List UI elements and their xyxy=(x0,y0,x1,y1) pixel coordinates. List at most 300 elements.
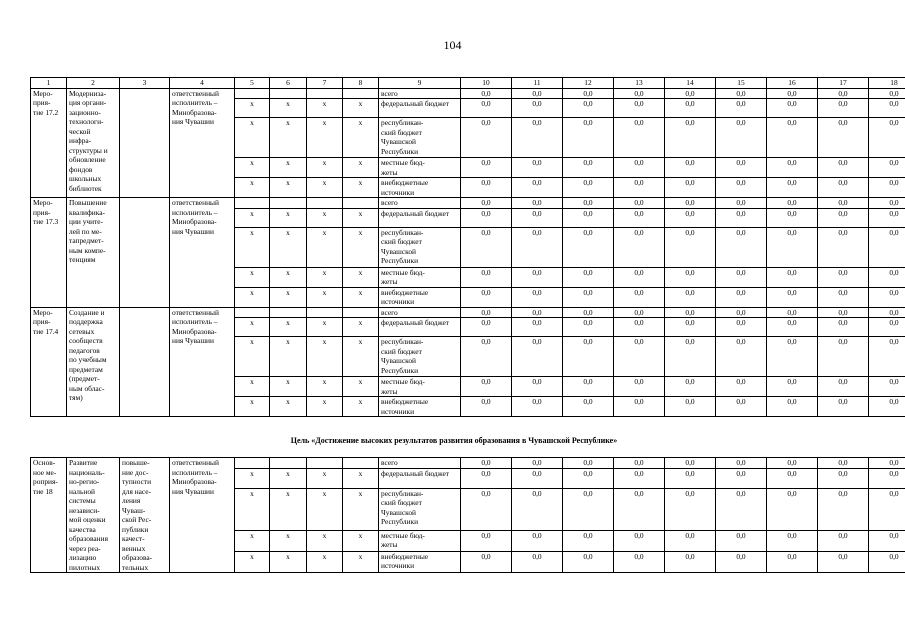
code-cell: x xyxy=(343,469,379,489)
code-cell: x xyxy=(235,530,270,551)
amount-cell: 0,0 xyxy=(716,307,767,318)
column-number: 2 xyxy=(67,78,120,89)
amount-cell: 0,0 xyxy=(563,118,614,158)
amount-cell: 0,0 xyxy=(869,88,905,99)
amount-cell: 0,0 xyxy=(869,397,905,417)
amount-cell: 0,0 xyxy=(767,88,818,99)
amount-cell: 0,0 xyxy=(716,458,767,469)
amount-cell: 0,0 xyxy=(869,307,905,318)
amount-cell: 0,0 xyxy=(461,397,512,417)
amount-cell: 0,0 xyxy=(614,469,665,489)
code-cell: x xyxy=(307,287,343,307)
code-cell: x xyxy=(270,208,307,227)
amount-cell: 0,0 xyxy=(767,307,818,318)
code-cell: x xyxy=(307,337,343,377)
amount-cell: 0,0 xyxy=(665,337,716,377)
funding-source-label: федеральный бюджет xyxy=(379,99,461,118)
amount-cell: 0,0 xyxy=(665,198,716,209)
amount-cell: 0,0 xyxy=(614,530,665,551)
amount-cell: 0,0 xyxy=(665,118,716,158)
code-cell: x xyxy=(307,99,343,118)
amount-cell: 0,0 xyxy=(665,377,716,397)
code-cell: x xyxy=(343,287,379,307)
column-number: 11 xyxy=(512,78,563,89)
amount-cell: 0,0 xyxy=(665,208,716,227)
amount-cell: 0,0 xyxy=(869,99,905,118)
amount-cell: 0,0 xyxy=(512,377,563,397)
activity-2-code: Меро- прия- тие 17.3 xyxy=(31,198,67,308)
code-cell: x xyxy=(343,530,379,551)
code-cell: x xyxy=(307,267,343,287)
code-cell: x xyxy=(235,99,270,118)
amount-cell: 0,0 xyxy=(767,488,818,530)
funding-source-label: внебюджетные источники xyxy=(379,397,461,417)
amount-cell: 0,0 xyxy=(512,267,563,287)
amount-cell: 0,0 xyxy=(563,208,614,227)
amount-cell: 0,0 xyxy=(665,397,716,417)
code-cell: x xyxy=(270,99,307,118)
column-number: 7 xyxy=(307,78,343,89)
amount-cell: 0,0 xyxy=(767,227,818,267)
amount-cell: 0,0 xyxy=(614,227,665,267)
amount-cell: 0,0 xyxy=(767,208,818,227)
amount-cell: 0,0 xyxy=(869,227,905,267)
column-number: 6 xyxy=(270,78,307,89)
amount-cell: 0,0 xyxy=(614,551,665,572)
amount-cell: 0,0 xyxy=(818,118,869,158)
amount-cell: 0,0 xyxy=(716,337,767,377)
amount-cell: 0,0 xyxy=(869,208,905,227)
code-cell: x xyxy=(307,178,343,198)
amount-cell: 0,0 xyxy=(818,337,869,377)
amount-cell: 0,0 xyxy=(716,551,767,572)
amount-cell: 0,0 xyxy=(767,458,818,469)
main-activity-executor: ответственный исполнитель – Минобразова- ния Чувашии xyxy=(170,458,235,573)
code-cell: x xyxy=(270,158,307,178)
amount-cell: 0,0 xyxy=(512,88,563,99)
amount-cell: 0,0 xyxy=(869,178,905,198)
amount-cell: 0,0 xyxy=(869,337,905,377)
amount-cell: 0,0 xyxy=(512,551,563,572)
amount-cell: 0,0 xyxy=(665,88,716,99)
amount-cell: 0,0 xyxy=(818,318,869,337)
amount-cell: 0,0 xyxy=(869,118,905,158)
code-cell xyxy=(343,307,379,318)
amount-cell: 0,0 xyxy=(716,287,767,307)
amount-cell: 0,0 xyxy=(461,227,512,267)
amount-cell: 0,0 xyxy=(512,318,563,337)
code-cell: x xyxy=(270,488,307,530)
code-cell: x xyxy=(235,469,270,489)
amount-cell: 0,0 xyxy=(614,118,665,158)
amount-cell: 0,0 xyxy=(614,337,665,377)
funding-source-label: республикан- ский бюджет Чувашской Республики xyxy=(379,227,461,267)
code-cell: x xyxy=(270,267,307,287)
amount-cell: 0,0 xyxy=(563,551,614,572)
amount-cell: 0,0 xyxy=(614,178,665,198)
amount-cell: 0,0 xyxy=(767,377,818,397)
code-cell: x xyxy=(343,488,379,530)
code-cell: x xyxy=(235,551,270,572)
activity-1-code: Меро- прия- тие 17.2 xyxy=(31,88,67,198)
amount-cell: 0,0 xyxy=(716,99,767,118)
code-cell: x xyxy=(270,469,307,489)
code-cell: x xyxy=(270,397,307,417)
amount-cell: 0,0 xyxy=(563,287,614,307)
amount-cell: 0,0 xyxy=(614,99,665,118)
column-number: 3 xyxy=(120,78,170,89)
code-cell: x xyxy=(343,267,379,287)
amount-cell: 0,0 xyxy=(614,267,665,287)
amount-cell: 0,0 xyxy=(818,267,869,287)
funding-source-label: федеральный бюджет xyxy=(379,318,461,337)
funding-source-label: местные бюд- жеты xyxy=(379,267,461,287)
funding-source-label: внебюджетные источники xyxy=(379,287,461,307)
budget-table-activity-18 xyxy=(30,457,905,573)
amount-cell: 0,0 xyxy=(665,158,716,178)
code-cell: x xyxy=(307,551,343,572)
funding-source-label: местные бюд- жеты xyxy=(379,530,461,551)
amount-cell: 0,0 xyxy=(665,318,716,337)
amount-cell: 0,0 xyxy=(767,397,818,417)
table-row xyxy=(31,458,905,469)
amount-cell: 0,0 xyxy=(665,488,716,530)
amount-cell: 0,0 xyxy=(869,287,905,307)
code-cell xyxy=(270,198,307,209)
amount-cell: 0,0 xyxy=(512,227,563,267)
amount-cell: 0,0 xyxy=(869,267,905,287)
funding-source-label: всего xyxy=(379,198,461,209)
amount-cell: 0,0 xyxy=(563,158,614,178)
activity-2-goal xyxy=(120,198,170,308)
amount-cell: 0,0 xyxy=(716,118,767,158)
code-cell: x xyxy=(235,318,270,337)
main-activity-code: Основ- ное ме- роприя- тие 18 xyxy=(31,458,67,573)
amount-cell: 0,0 xyxy=(767,530,818,551)
amount-cell: 0,0 xyxy=(665,530,716,551)
activity-1-executor: ответственный исполнитель – Минобразова- ния Чувашии xyxy=(170,88,235,198)
amount-cell: 0,0 xyxy=(869,488,905,530)
amount-cell: 0,0 xyxy=(716,267,767,287)
amount-cell: 0,0 xyxy=(563,227,614,267)
funding-source-label: местные бюд- жеты xyxy=(379,377,461,397)
code-cell: x xyxy=(307,397,343,417)
amount-cell: 0,0 xyxy=(461,469,512,489)
code-cell: x xyxy=(270,337,307,377)
amount-cell: 0,0 xyxy=(461,458,512,469)
amount-cell: 0,0 xyxy=(512,469,563,489)
main-activity-name: Развитие националь- но-регио- нальной системы независи- мой оценки качества образования через реа- лизацию пилотных xyxy=(67,458,120,573)
amount-cell: 0,0 xyxy=(461,118,512,158)
amount-cell: 0,0 xyxy=(461,377,512,397)
column-number: 17 xyxy=(818,78,869,89)
amount-cell: 0,0 xyxy=(665,458,716,469)
code-cell xyxy=(235,458,270,469)
amount-cell: 0,0 xyxy=(818,530,869,551)
main-activity-goal: повыше- ние дос- тупности для насе- ления Чуваш- ской Рес- публики качест- венных образова- тельных xyxy=(120,458,170,573)
funding-source-label: республикан- ский бюджет Чувашской Республики xyxy=(379,488,461,530)
amount-cell: 0,0 xyxy=(614,458,665,469)
amount-cell: 0,0 xyxy=(818,208,869,227)
code-cell xyxy=(235,307,270,318)
amount-cell: 0,0 xyxy=(869,458,905,469)
amount-cell: 0,0 xyxy=(512,287,563,307)
amount-cell: 0,0 xyxy=(614,287,665,307)
amount-cell: 0,0 xyxy=(767,178,818,198)
code-cell: x xyxy=(307,118,343,158)
amount-cell: 0,0 xyxy=(461,307,512,318)
code-cell: x xyxy=(235,337,270,377)
table-row xyxy=(31,88,905,99)
code-cell: x xyxy=(235,488,270,530)
code-cell xyxy=(343,88,379,99)
amount-cell: 0,0 xyxy=(665,227,716,267)
amount-cell: 0,0 xyxy=(818,307,869,318)
code-cell: x xyxy=(307,488,343,530)
amount-cell: 0,0 xyxy=(461,551,512,572)
code-cell: x xyxy=(343,551,379,572)
code-cell xyxy=(235,88,270,99)
code-cell: x xyxy=(343,158,379,178)
code-cell: x xyxy=(235,178,270,198)
amount-cell: 0,0 xyxy=(716,88,767,99)
activity-3-code: Меро- прия- тие 17.4 xyxy=(31,307,67,417)
amount-cell: 0,0 xyxy=(563,267,614,287)
amount-cell: 0,0 xyxy=(665,307,716,318)
code-cell xyxy=(307,198,343,209)
amount-cell: 0,0 xyxy=(563,318,614,337)
amount-cell: 0,0 xyxy=(716,227,767,267)
amount-cell: 0,0 xyxy=(614,158,665,178)
amount-cell: 0,0 xyxy=(512,198,563,209)
code-cell: x xyxy=(235,267,270,287)
amount-cell: 0,0 xyxy=(512,118,563,158)
amount-cell: 0,0 xyxy=(461,287,512,307)
activity-2-executor: ответственный исполнитель – Минобразова- ния Чувашии xyxy=(170,198,235,308)
activity-3-goal xyxy=(120,307,170,417)
code-cell: x xyxy=(307,318,343,337)
code-cell: x xyxy=(343,208,379,227)
amount-cell: 0,0 xyxy=(716,397,767,417)
amount-cell: 0,0 xyxy=(512,530,563,551)
code-cell xyxy=(307,307,343,318)
amount-cell: 0,0 xyxy=(563,458,614,469)
amount-cell: 0,0 xyxy=(563,178,614,198)
amount-cell: 0,0 xyxy=(869,158,905,178)
code-cell: x xyxy=(307,469,343,489)
amount-cell: 0,0 xyxy=(614,208,665,227)
code-cell xyxy=(270,458,307,469)
amount-cell: 0,0 xyxy=(512,178,563,198)
code-cell: x xyxy=(270,318,307,337)
code-cell: x xyxy=(235,208,270,227)
amount-cell: 0,0 xyxy=(818,158,869,178)
amount-cell: 0,0 xyxy=(716,198,767,209)
amount-cell: 0,0 xyxy=(869,318,905,337)
amount-cell: 0,0 xyxy=(563,488,614,530)
amount-cell: 0,0 xyxy=(614,488,665,530)
activity-3-name: Создание и поддержка сетевых сообществ педагогов по учебным предметам (предмет- ным облас- тям) xyxy=(67,307,120,417)
amount-cell: 0,0 xyxy=(665,99,716,118)
amount-cell: 0,0 xyxy=(716,158,767,178)
code-cell xyxy=(270,88,307,99)
code-cell xyxy=(307,458,343,469)
code-cell: x xyxy=(235,118,270,158)
code-cell: x xyxy=(307,208,343,227)
code-cell: x xyxy=(235,158,270,178)
amount-cell: 0,0 xyxy=(818,227,869,267)
amount-cell: 0,0 xyxy=(869,469,905,489)
amount-cell: 0,0 xyxy=(461,337,512,377)
amount-cell: 0,0 xyxy=(614,318,665,337)
amount-cell: 0,0 xyxy=(614,377,665,397)
code-cell: x xyxy=(270,118,307,158)
column-number: 1 xyxy=(31,78,67,89)
code-cell xyxy=(343,198,379,209)
code-cell: x xyxy=(270,287,307,307)
column-number: 5 xyxy=(235,78,270,89)
amount-cell: 0,0 xyxy=(512,158,563,178)
amount-cell: 0,0 xyxy=(818,88,869,99)
amount-cell: 0,0 xyxy=(767,158,818,178)
amount-cell: 0,0 xyxy=(767,99,818,118)
code-cell: x xyxy=(307,377,343,397)
amount-cell: 0,0 xyxy=(665,287,716,307)
funding-source-label: всего xyxy=(379,307,461,318)
column-number: 13 xyxy=(614,78,665,89)
amount-cell: 0,0 xyxy=(461,318,512,337)
amount-cell: 0,0 xyxy=(767,337,818,377)
code-cell: x xyxy=(235,397,270,417)
amount-cell: 0,0 xyxy=(716,318,767,337)
code-cell xyxy=(343,458,379,469)
funding-source-label: всего xyxy=(379,458,461,469)
column-number-row xyxy=(31,78,905,89)
amount-cell: 0,0 xyxy=(818,458,869,469)
funding-source-label: внебюджетные источники xyxy=(379,551,461,572)
amount-cell: 0,0 xyxy=(563,377,614,397)
amount-cell: 0,0 xyxy=(716,377,767,397)
amount-cell: 0,0 xyxy=(461,208,512,227)
funding-source-label: республикан- ский бюджет Чувашской Республики xyxy=(379,118,461,158)
activity-1-name: Модерниза- ция органи- зационно- технологи- ческой инфра- структуры и обновление фондов школьных библиотек xyxy=(67,88,120,198)
column-number: 9 xyxy=(379,78,461,89)
column-number: 15 xyxy=(716,78,767,89)
amount-cell: 0,0 xyxy=(767,118,818,158)
code-cell: x xyxy=(343,337,379,377)
code-cell: x xyxy=(343,178,379,198)
column-number: 12 xyxy=(563,78,614,89)
column-number: 8 xyxy=(343,78,379,89)
amount-cell: 0,0 xyxy=(818,99,869,118)
amount-cell: 0,0 xyxy=(461,198,512,209)
amount-cell: 0,0 xyxy=(614,198,665,209)
amount-cell: 0,0 xyxy=(665,469,716,489)
amount-cell: 0,0 xyxy=(563,198,614,209)
code-cell xyxy=(270,307,307,318)
amount-cell: 0,0 xyxy=(665,178,716,198)
code-cell: x xyxy=(235,227,270,267)
budget-table-activities-17 xyxy=(30,77,905,417)
amount-cell: 0,0 xyxy=(461,88,512,99)
amount-cell: 0,0 xyxy=(461,267,512,287)
page-number: 104 xyxy=(443,38,462,52)
code-cell: x xyxy=(343,318,379,337)
funding-source-label: федеральный бюджет xyxy=(379,208,461,227)
amount-cell: 0,0 xyxy=(461,488,512,530)
amount-cell: 0,0 xyxy=(563,307,614,318)
amount-cell: 0,0 xyxy=(563,88,614,99)
column-number: 18 xyxy=(869,78,905,89)
code-cell: x xyxy=(343,397,379,417)
amount-cell: 0,0 xyxy=(818,469,869,489)
column-number: 10 xyxy=(461,78,512,89)
funding-source-label: местные бюд- жеты xyxy=(379,158,461,178)
column-number: 14 xyxy=(665,78,716,89)
funding-source-label: внебюджетные источники xyxy=(379,178,461,198)
amount-cell: 0,0 xyxy=(665,551,716,572)
code-cell: x xyxy=(270,178,307,198)
table-row xyxy=(31,307,905,318)
code-cell: x xyxy=(343,99,379,118)
amount-cell: 0,0 xyxy=(614,397,665,417)
amount-cell: 0,0 xyxy=(818,198,869,209)
amount-cell: 0,0 xyxy=(512,307,563,318)
code-cell: x xyxy=(235,377,270,397)
amount-cell: 0,0 xyxy=(767,551,818,572)
amount-cell: 0,0 xyxy=(512,458,563,469)
amount-cell: 0,0 xyxy=(818,488,869,530)
amount-cell: 0,0 xyxy=(461,178,512,198)
code-cell: x xyxy=(270,227,307,267)
amount-cell: 0,0 xyxy=(869,551,905,572)
table-row xyxy=(31,198,905,209)
column-number: 4 xyxy=(170,78,235,89)
funding-source-label: всего xyxy=(379,88,461,99)
amount-cell: 0,0 xyxy=(818,377,869,397)
code-cell: x xyxy=(270,377,307,397)
amount-cell: 0,0 xyxy=(767,469,818,489)
code-cell xyxy=(307,88,343,99)
code-cell: x xyxy=(307,227,343,267)
amount-cell: 0,0 xyxy=(818,397,869,417)
goal-heading: Цель «Достижение высоких результатов развития образования в Чувашской Республике» xyxy=(290,436,618,445)
amount-cell: 0,0 xyxy=(614,88,665,99)
amount-cell: 0,0 xyxy=(767,318,818,337)
amount-cell: 0,0 xyxy=(869,377,905,397)
amount-cell: 0,0 xyxy=(614,307,665,318)
activity-1-goal xyxy=(120,88,170,198)
amount-cell: 0,0 xyxy=(461,530,512,551)
amount-cell: 0,0 xyxy=(716,178,767,198)
code-cell: x xyxy=(343,227,379,267)
amount-cell: 0,0 xyxy=(512,99,563,118)
code-cell: x xyxy=(307,158,343,178)
amount-cell: 0,0 xyxy=(461,158,512,178)
code-cell xyxy=(235,198,270,209)
amount-cell: 0,0 xyxy=(665,267,716,287)
amount-cell: 0,0 xyxy=(461,99,512,118)
activity-3-executor: ответственный исполнитель – Минобразова- ния Чувашии xyxy=(170,307,235,417)
amount-cell: 0,0 xyxy=(716,208,767,227)
amount-cell: 0,0 xyxy=(512,397,563,417)
amount-cell: 0,0 xyxy=(563,337,614,377)
amount-cell: 0,0 xyxy=(563,99,614,118)
code-cell: x xyxy=(270,551,307,572)
amount-cell: 0,0 xyxy=(716,488,767,530)
amount-cell: 0,0 xyxy=(512,488,563,530)
amount-cell: 0,0 xyxy=(716,469,767,489)
